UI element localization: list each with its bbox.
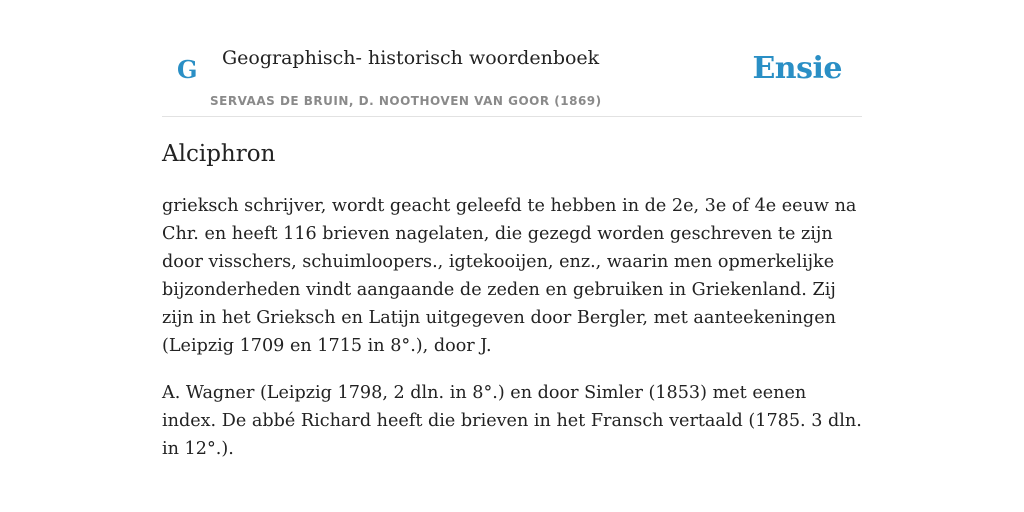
entry-paragraph: grieksch schrijver, wordt geacht geleefd te hebben in de 2e, 3e of 4e eeuw na Chr. en heeft 116 brieven nagelaten, die gezegd worden geschreven te zijn door visschers, schuimloopers., igtekooijen, enz., waarin men opmerkelijke bijzonderheden vindt aangaande de zeden en gebruiken in Griekenland. Zij zijn in het Grieksch en Latijn uitgegeven door Bergler, met aanteekeningen (Leipzig 1709 en 1715 in 8°.), door J. xyxy=(162,196,857,356)
entry-paragraph: A. Wagner (Leipzig 1798, 2 dln. in 8°.) en door Simler (1853) met eenen index. De abbé Richard heeft die brieven in het Fransch vertaald (1785. 3 dln. in 12°.). xyxy=(162,383,862,459)
entry-body xyxy=(162,192,862,482)
entry-title: Alciphron xyxy=(162,141,276,167)
book-letter-icon[interactable]: G xyxy=(177,55,198,84)
ensie-logo[interactable]: Ensie xyxy=(752,51,842,86)
book-title-link[interactable]: Geographisch- historisch woordenboek xyxy=(222,47,600,69)
book-header xyxy=(162,0,862,117)
book-author: SERVAAS DE BRUIN, D. NOOTHOVEN VAN GOOR (1869) xyxy=(210,94,602,108)
